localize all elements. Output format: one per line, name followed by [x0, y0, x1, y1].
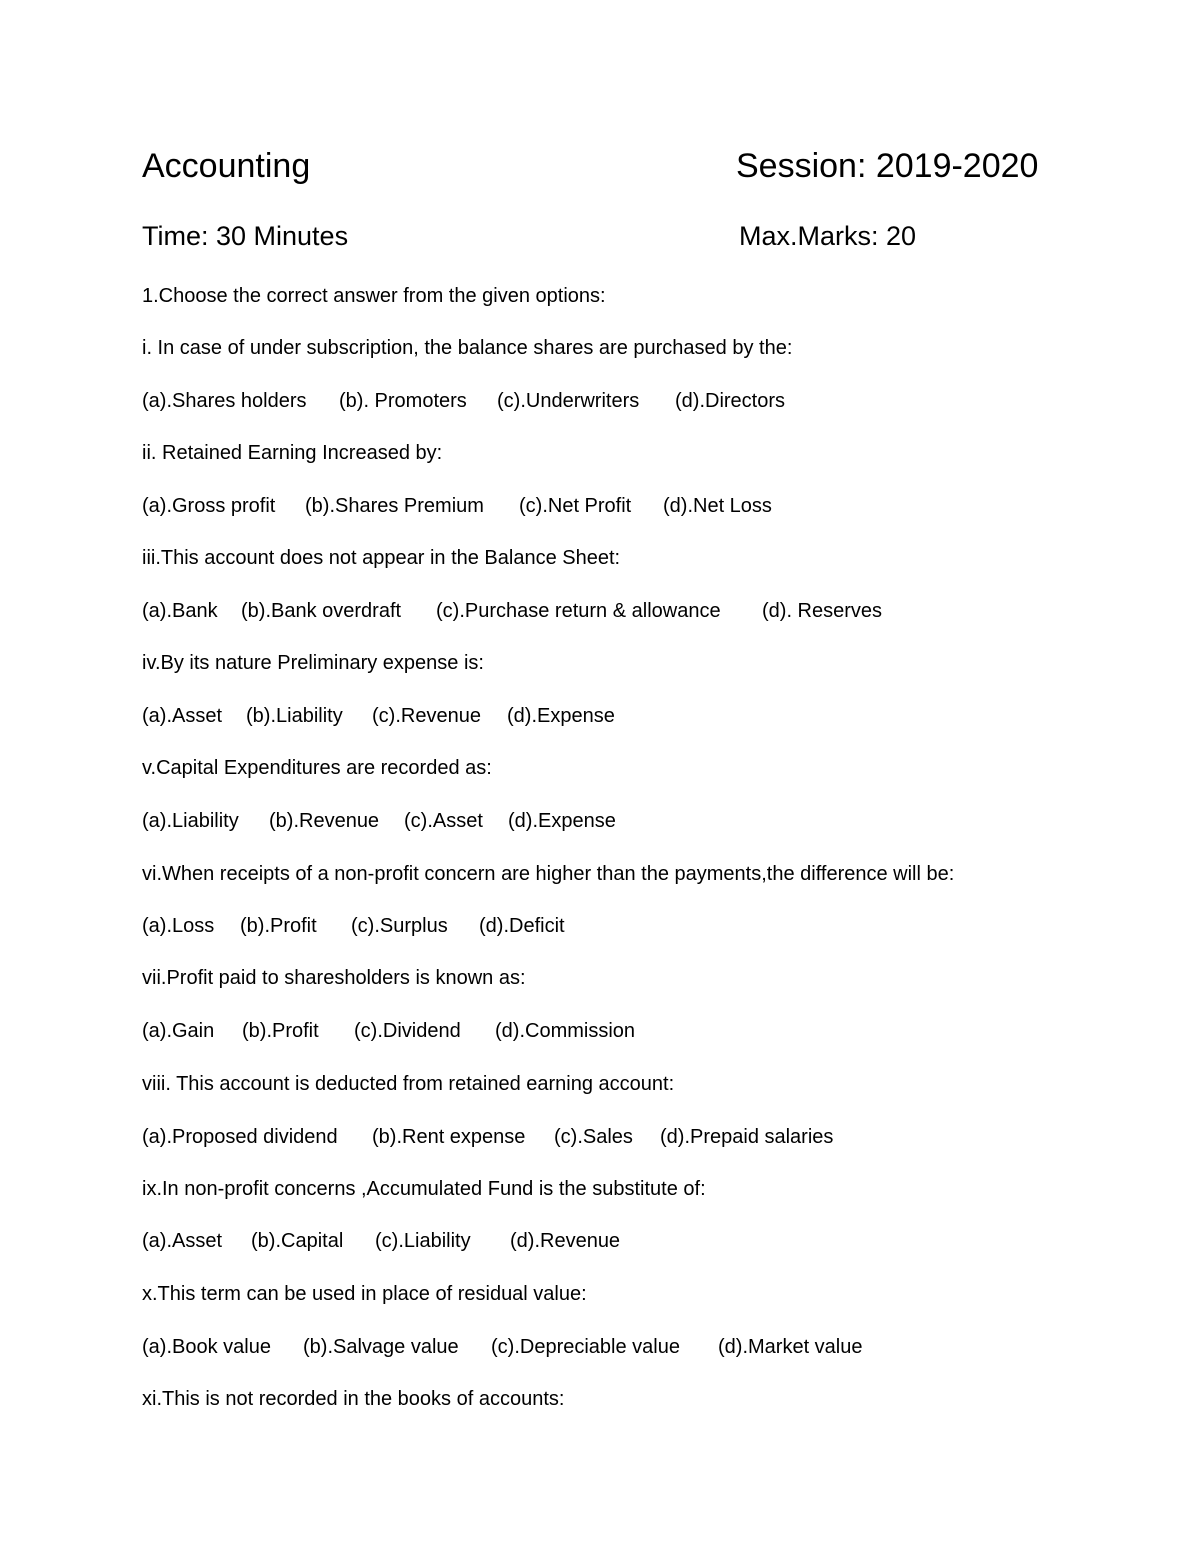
- option-b: (b). Promoters: [339, 390, 467, 412]
- option-d: (d).Revenue: [510, 1230, 621, 1252]
- question-text: xi.This is not recorded in the books of accounts:: [142, 1388, 565, 1410]
- question-text: vi.When receipts of a non-profit concern are higher than the payments,the difference will be:: [142, 863, 955, 885]
- options-row: [142, 913, 565, 939]
- option-c: (c).Asset: [404, 810, 483, 832]
- option-c: (c).Underwriters: [497, 390, 640, 412]
- subject-title: Accounting: [142, 147, 311, 185]
- option-a: (a).Asset: [142, 1230, 223, 1252]
- option-a: (a).Loss: [142, 915, 215, 937]
- option-c: (c).Depreciable value: [491, 1336, 680, 1358]
- options-row: [142, 598, 882, 624]
- options-row: [142, 388, 785, 414]
- option-a: (a).Gain: [142, 1020, 215, 1042]
- option-c: (c).Sales: [554, 1126, 633, 1148]
- option-a: (a).Shares holders: [142, 390, 307, 412]
- option-c: (c).Liability: [375, 1230, 471, 1252]
- option-a: (a).Gross profit: [142, 495, 276, 517]
- option-b: (b).Shares Premium: [305, 495, 484, 517]
- options-row: [142, 493, 772, 519]
- option-b: (b).Profit: [240, 915, 317, 937]
- options-row: [142, 1334, 863, 1360]
- option-d: (d).Deficit: [479, 915, 565, 937]
- option-a: (a).Bank: [142, 600, 218, 622]
- option-a: (a).Book value: [142, 1336, 271, 1358]
- max-marks-label: Max.Marks: 20: [739, 221, 917, 251]
- options-row: [142, 1018, 635, 1044]
- option-a: (a).Liability: [142, 810, 239, 832]
- question-text: iii.This account does not appear in the Balance Sheet:: [142, 547, 621, 569]
- option-d: (d).Directors: [675, 390, 786, 412]
- time-label: Time: 30 Minutes: [142, 221, 349, 251]
- option-b: (b).Capital: [251, 1230, 344, 1252]
- options-row: [142, 703, 615, 729]
- option-b: (b).Rent expense: [372, 1126, 526, 1148]
- question-text: iv.By its nature Preliminary expense is:: [142, 652, 484, 674]
- option-c: (c).Net Profit: [519, 495, 632, 517]
- question-text: i. In case of under subscription, the balance shares are purchased by the:: [142, 337, 793, 359]
- option-d: (d).Market value: [718, 1336, 863, 1358]
- options-row: [142, 808, 616, 834]
- option-b: (b).Profit: [242, 1020, 319, 1042]
- question-text: vii.Profit paid to sharesholders is known as:: [142, 967, 526, 989]
- option-d: (d).Expense: [508, 810, 616, 832]
- option-c: (c).Revenue: [372, 705, 481, 727]
- question-text: x.This term can be used in place of residual value:: [142, 1283, 587, 1305]
- option-c: (c).Surplus: [351, 915, 448, 937]
- instruction: 1.Choose the correct answer from the given options:: [142, 285, 606, 307]
- question-text: ii. Retained Earning Increased by:: [142, 442, 443, 464]
- option-c: (c).Purchase return & allowance: [436, 600, 721, 622]
- option-b: (b).Bank overdraft: [241, 600, 402, 622]
- question-text: v.Capital Expenditures are recorded as:: [142, 757, 492, 779]
- option-b: (b).Liability: [246, 705, 343, 727]
- option-c: (c).Dividend: [354, 1020, 461, 1042]
- option-d: (d).Expense: [507, 705, 615, 727]
- option-b: (b).Revenue: [269, 810, 380, 832]
- option-d: (d).Prepaid salaries: [660, 1126, 834, 1148]
- session-label: Session: 2019-2020: [736, 147, 1039, 185]
- option-b: (b).Salvage value: [303, 1336, 459, 1358]
- option-a: (a).Proposed dividend: [142, 1126, 338, 1148]
- option-d: (d).Net Loss: [663, 495, 772, 517]
- option-a: (a).Asset: [142, 705, 223, 727]
- options-row: [142, 1124, 833, 1150]
- options-row: [142, 1228, 620, 1254]
- option-d: (d). Reserves: [762, 600, 883, 622]
- question-text: ix.In non-profit concerns ,Accumulated Fund is the substitute of:: [142, 1178, 706, 1200]
- question-text: viii. This account is deducted from retained earning account:: [142, 1073, 675, 1095]
- option-d: (d).Commission: [495, 1020, 636, 1042]
